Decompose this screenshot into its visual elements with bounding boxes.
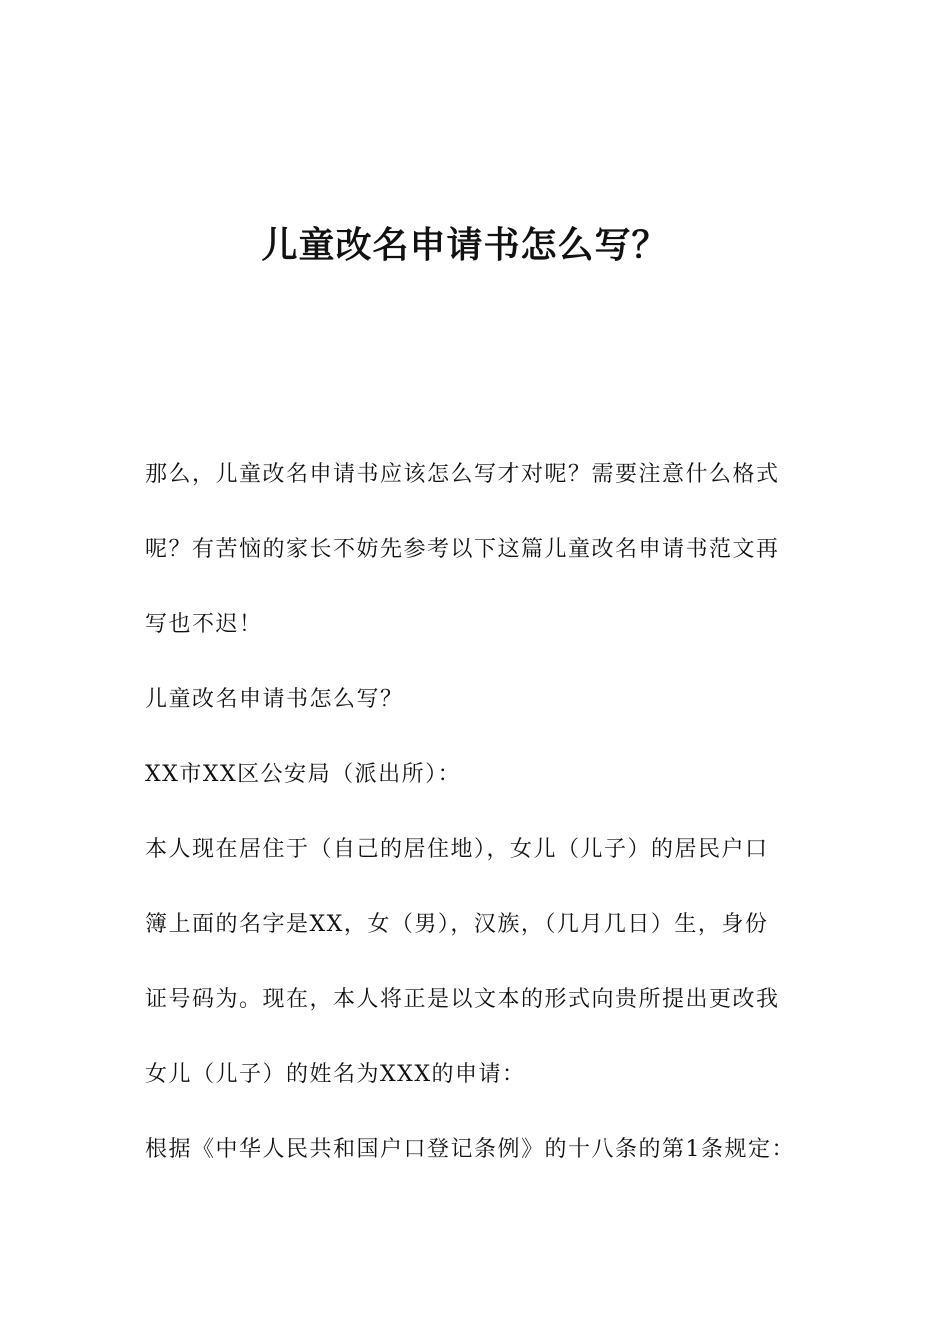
body-line-2: 呢？有苦恼的家长不妨先参考以下这篇儿童改名申请书范文再: [145, 537, 780, 562]
body-line-10: 根据《中华人民共和国户口登记条例》的十八条的第1条规定：: [145, 1137, 795, 1162]
body-line-9: 女儿（儿子）的姓名为XXX的申请：: [145, 1062, 526, 1087]
section-heading: 儿童改名申请书怎么写？: [145, 687, 404, 712]
addressee-line: XX市XX区公安局（派出所）：: [145, 762, 462, 787]
document-title: 儿童改名申请书怎么写？: [261, 225, 669, 266]
body-line-7: 簿上面的名字是XX，女（男），汉族，（几月几日）生，身份: [145, 912, 769, 937]
body-line-3: 写也不迟！: [145, 612, 263, 637]
body-line-8: 证号码为。现在，本人将正是以文本的形式向贵所提出更改我: [145, 987, 780, 1012]
body-line-1: 那么，儿童改名申请书应该怎么写才对呢？需要注意什么格式: [145, 462, 780, 487]
body-line-6: 本人现在居住于（自己的居住地），女儿（儿子）的居民户口: [145, 837, 769, 862]
